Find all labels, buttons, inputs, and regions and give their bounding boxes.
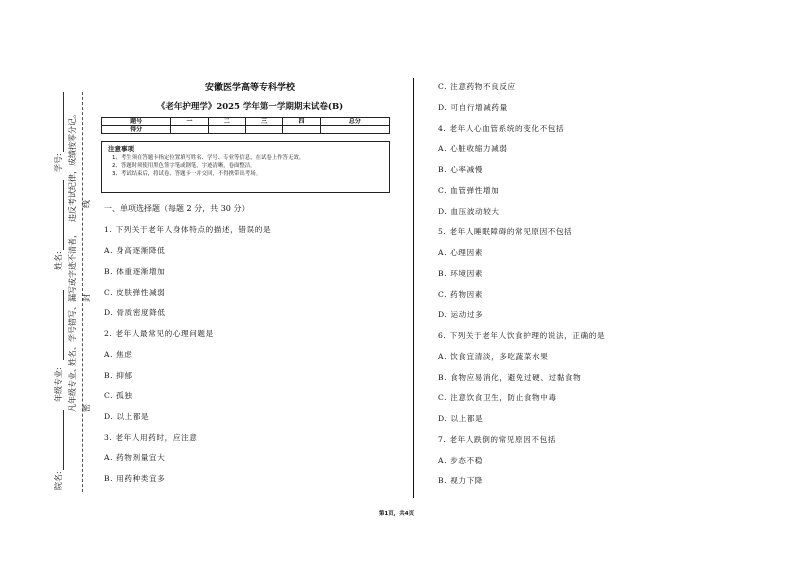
option-line: B. 用药种类宜多 <box>104 474 166 483</box>
option-line: D. 血压波动较大 <box>438 207 500 216</box>
class-major-label: 年级专业: <box>54 367 63 402</box>
binding-warning-1: 违反考试纪律，成绩按零分记。 <box>68 110 77 222</box>
class-major-line <box>63 290 64 360</box>
option-line: C. 药物因素 <box>438 290 483 299</box>
option-line: B. 食物应易消化，避免过硬、过黏食物 <box>438 373 582 382</box>
score-cell: 总分 <box>320 118 389 126</box>
option-line: A. 心脏收缩力减弱 <box>438 144 508 153</box>
option-line: B. 体重逐渐增加 <box>104 267 166 276</box>
score-entry <box>171 126 208 134</box>
option-line: D. 骨质密度降低 <box>104 308 166 317</box>
name-line <box>63 180 64 250</box>
option-line: A. 药物剂量宜大 <box>104 453 166 462</box>
option-line: D. 以上都是 <box>438 414 484 423</box>
option-line: A. 焦虑 <box>104 350 133 359</box>
option-line: B. 心率减慢 <box>438 165 483 174</box>
score-cell: 三 <box>245 118 282 126</box>
notice-item: 3、考试结束后，将试卷、答题卡一并交回，不得携带出考场。 <box>112 171 261 178</box>
option-line: B. 抑郁 <box>104 371 133 380</box>
binding-dashed-line <box>82 92 83 492</box>
option-line: B. 视力下降 <box>438 476 483 485</box>
score-entry <box>245 126 282 134</box>
option-line: C. 注意饮食卫生，防止食物中毒 <box>438 393 557 402</box>
option-line: C. 注意药物不良反应 <box>438 82 516 91</box>
score-cell: 题号 <box>102 118 171 126</box>
page-footer: 第1页，共4页 <box>378 511 415 517</box>
student-id-label: 学号: <box>54 153 63 172</box>
binding-mark-top: 线 <box>82 200 91 208</box>
question-line: 4. 老年人心血管系统的变化不包括 <box>438 124 565 133</box>
option-line: C. 皮肤弹性减弱 <box>104 288 166 297</box>
score-cell: 一 <box>171 118 208 126</box>
score-cell: 二 <box>208 118 245 126</box>
option-line: D. 运动过多 <box>438 310 484 319</box>
notice-box <box>101 141 390 193</box>
section-title: 一、单项选择题（每题 2 分，共 30 分） <box>104 204 250 213</box>
option-line: A. 步态不稳 <box>438 456 483 465</box>
question-line: 7. 老年人跌倒的常见原因不包括 <box>438 435 556 444</box>
notice-item: 2、答题时须使用黑色签字笔或钢笔，字迹清晰，卷面整洁。 <box>112 163 256 170</box>
option-line: B. 环境因素 <box>438 269 483 278</box>
question-line: 6. 下列关于老年人饮食护理的说法，正确的是 <box>438 331 606 340</box>
column-divider <box>413 78 414 498</box>
college-line <box>63 410 64 470</box>
option-line: C. 血管弹性增加 <box>438 186 500 195</box>
school-name: 安徽医学高等专科学校 <box>204 83 295 93</box>
option-line: D. 以上都是 <box>104 412 150 421</box>
score-table-header-row <box>102 118 390 126</box>
score-cell: 得分 <box>102 126 171 134</box>
score-table-score-row <box>102 126 390 134</box>
question-line: 2. 老年人最常见的心理问题是 <box>104 329 214 338</box>
student-id-line <box>63 92 64 152</box>
option-line: A. 心理因素 <box>438 248 483 257</box>
binding-mark-mid: 封 <box>82 294 91 302</box>
score-entry <box>208 126 245 134</box>
option-line: D. 可自行增减药量 <box>438 103 508 112</box>
option-line: A. 饮食宜清淡，多吃蔬菜水果 <box>438 352 549 361</box>
notice-title: 注意事项 <box>108 145 134 153</box>
question-line: 1. 下列关于老年人身体特点的描述，错误的是 <box>104 225 272 234</box>
college-label: 院名: <box>54 471 63 490</box>
exam-title: 《老年护理学》2025 学年第一学期期末试卷(B) <box>156 102 344 112</box>
notice-item: 1、考生须在答题卡指定位置填写姓名、学号、专业等信息，在试卷上作答无效。 <box>112 155 305 161</box>
question-line: 3. 老年人用药时，应注意 <box>104 433 198 442</box>
question-line: 5. 老年人睡眠障碍的常见原因不包括 <box>438 227 573 236</box>
score-entry <box>283 126 320 134</box>
binding-warning-3: 凡年级专业、 <box>68 364 77 412</box>
binding-warning-2: 姓名、学号错写、漏写或字迹不清者， <box>68 230 77 366</box>
score-table <box>101 117 390 134</box>
option-line: C. 孤独 <box>104 391 133 400</box>
option-line: A. 身高逐渐降低 <box>104 246 166 255</box>
score-entry <box>320 126 389 134</box>
name-label: 姓名: <box>54 251 63 270</box>
binding-mark-bottom: 密 <box>82 404 91 412</box>
score-cell: 四 <box>283 118 320 126</box>
